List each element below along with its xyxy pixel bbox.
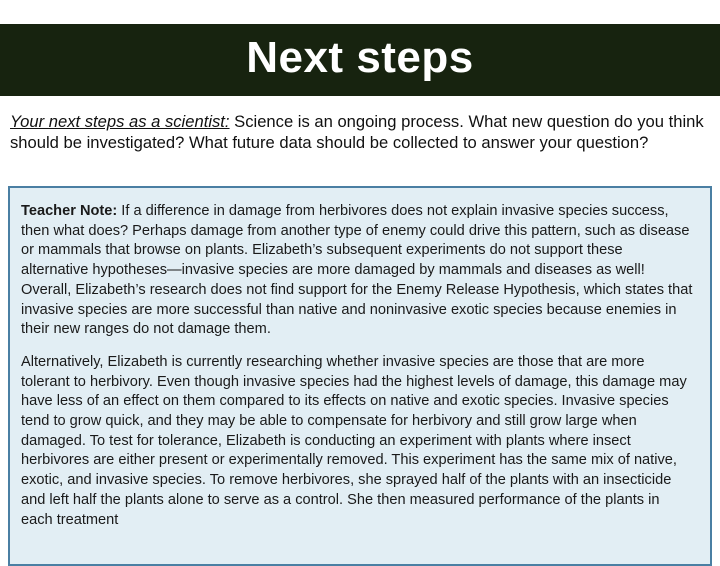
teacher-note-label: Teacher Note: (21, 203, 118, 219)
teacher-note-text (21, 202, 693, 543)
title-bar (0, 24, 720, 96)
teacher-note-paragraph-2: Alternatively, Elizabeth is currently researching whether invasive species are those that are more tolerant to herbivory. Even though invasive species had the highest levels of damage, this damage may have less of an effect on them compared to its effects on native and exotic species. Invasive species tend to grow quick, and they may be able to compensate for herbivory and still grow large when damaged. To test for tolerance, Elizabeth is conducting an experiment with plants where insect herbivores are either present or experimentally removed. This experiment has the same mix of native, exotic, and invasive species. To remove herbivores, she sprayed half of the plants with an insecticide and left half the plants alone to serve as a control. She then measured performance of the plants in each treatment (21, 353, 687, 528)
prompt-text: Science is an ongoing process. What new question do you think should be investigated? What future data should be collected to answer your question? (10, 112, 704, 152)
slide-title: Next steps (246, 33, 474, 82)
teacher-note-paragraph-1-text: If a difference in damage from herbivores does not explain invasive species success, then what does? Perhaps damage from another type of enemy could drive this pattern, such as disease or mammals that browse on plants. Elizabeth’s subsequent experiments do not support these alternative hypotheses—invasive species are more damaged by mammals and diseases as well! Overall, Elizabeth’s research does not find support for the Enemy Release Hypothesis, which states that invasive species are more successful than native and noninvasive exotic species because enemies in their new ranges do not damage them. (21, 203, 693, 338)
prompt-lead: Your next steps as a scientist: (10, 112, 230, 131)
teacher-note-paragraph-1 (21, 202, 693, 340)
scientist-prompt (10, 111, 710, 153)
